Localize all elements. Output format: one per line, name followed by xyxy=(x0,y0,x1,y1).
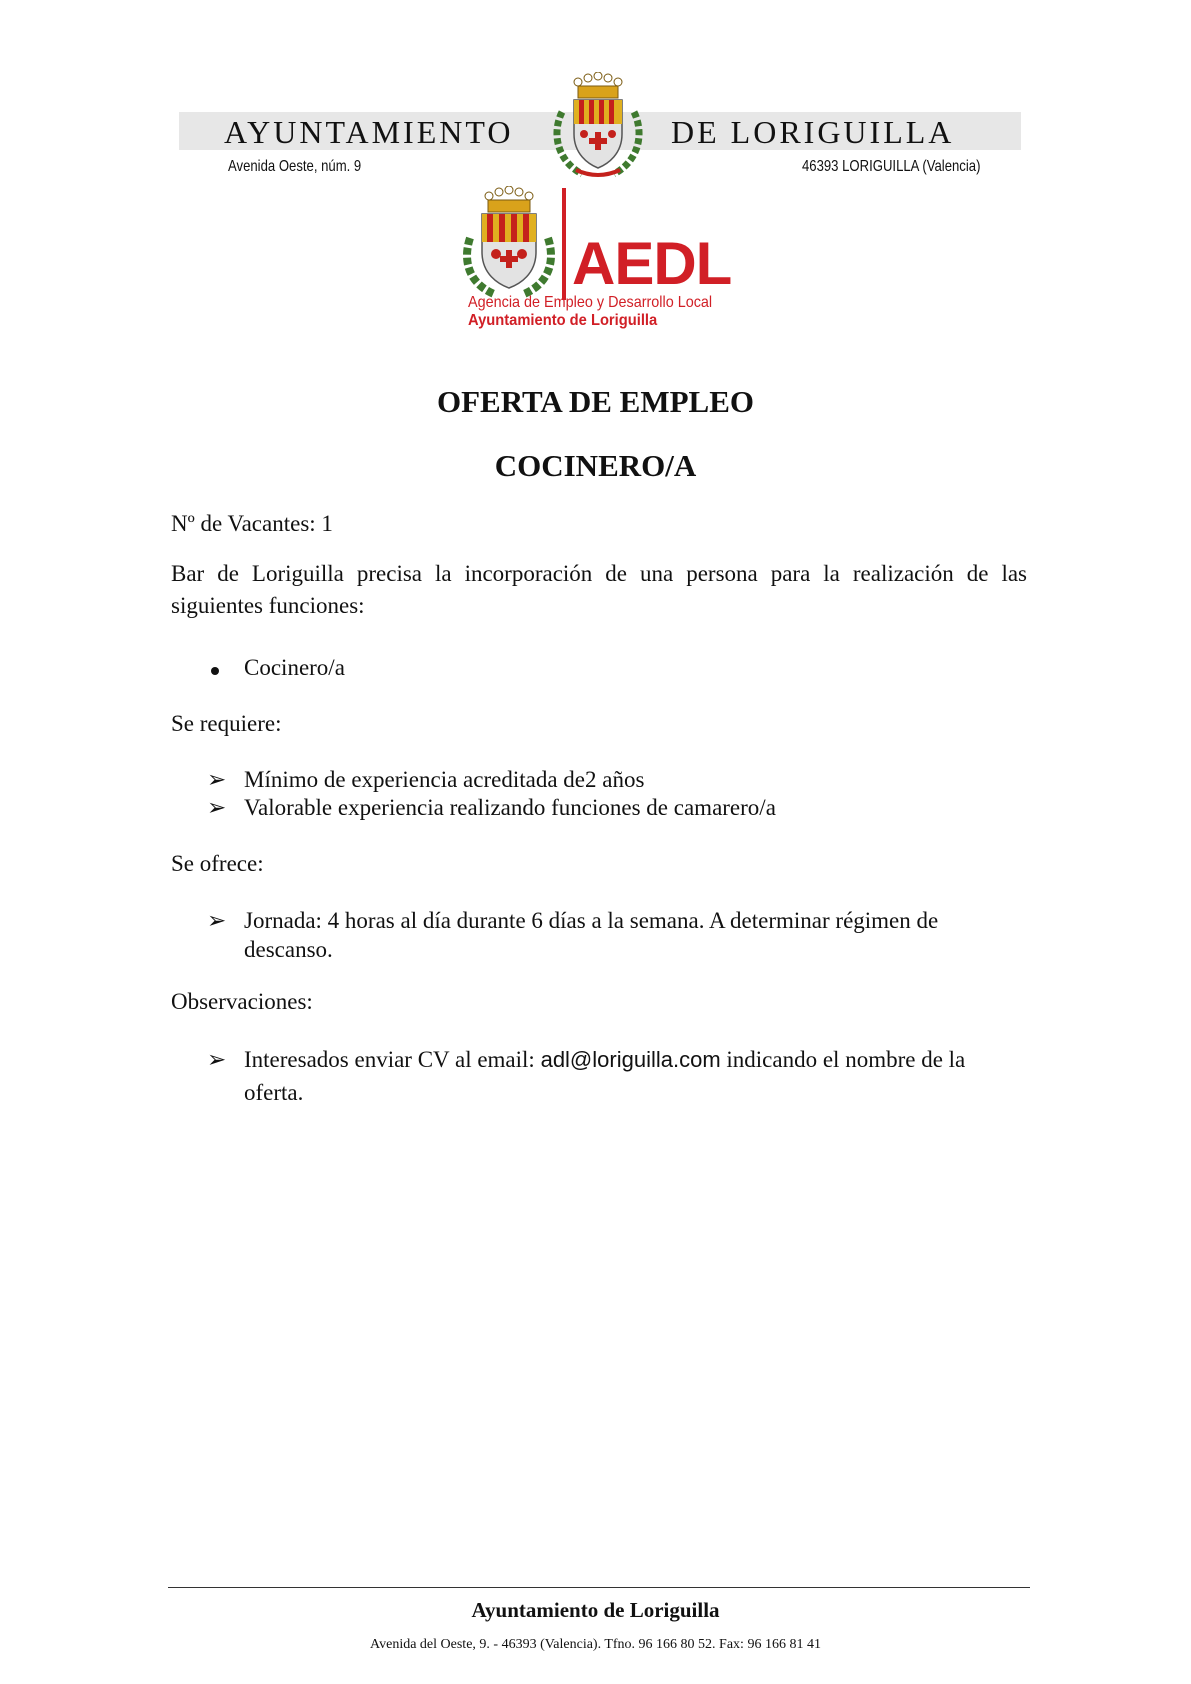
job-title: COCINERO/A xyxy=(494,448,697,483)
arrow-bullet-icon: ➢ xyxy=(207,908,227,933)
header-address-left: Avenida Oeste, núm. 9 xyxy=(228,158,362,175)
offers-heading: Se ofrece: xyxy=(171,851,264,876)
arrow-bullet-icon: ➢ xyxy=(207,767,227,792)
observation-text xyxy=(244,1043,1024,1109)
footer-rule xyxy=(168,1587,1030,1588)
town-crest-icon xyxy=(548,72,648,182)
requirement-label: Valorable experiencia realizando funciones de camarero/a xyxy=(244,795,776,820)
vacancies-line: Nº de Vacantes: 1 xyxy=(171,511,333,536)
header-address-right: 46393 LORIGUILLA (Valencia) xyxy=(802,158,981,175)
offer-label: Jornada: 4 horas al día durante 6 días a la semana. A determinar régimen de descanso. xyxy=(244,908,939,962)
bullet-dot-icon xyxy=(207,653,237,682)
observation-before: Interesados enviar CV al email: xyxy=(244,1047,541,1072)
arrow-bullet-icon: ➢ xyxy=(207,795,227,820)
aedl-divider xyxy=(562,188,566,300)
aedl-tagline: Agencia de Empleo y Desarrollo Local xyxy=(468,294,713,311)
email-link[interactable]: adl@loriguilla.com xyxy=(540,1047,721,1072)
requirement-label: Mínimo de experiencia acreditada de2 años xyxy=(244,767,645,792)
observation-after: indicando el nombre de la oferta. xyxy=(244,1047,966,1105)
observations-heading: Observaciones: xyxy=(171,989,313,1014)
header-left-word: AYUNTAMIENTO xyxy=(224,114,514,150)
aedl-wordmark: AEDL xyxy=(572,230,732,297)
footer-title: Ayuntamiento de Loriguilla xyxy=(471,1598,720,1622)
footer-address: Avenida del Oeste, 9. - 46393 (Valencia). Tfno. 96 166 80 52. Fax: 96 166 81 41 xyxy=(370,1637,821,1652)
aedl-organization: Ayuntamiento de Loriguilla xyxy=(468,312,658,329)
arrow-bullet-icon: ➢ xyxy=(207,1047,227,1072)
intro-paragraph: Bar de Loriguilla precisa la incorporación de una persona para la realización de las siguientes funciones: xyxy=(171,561,1027,618)
requires-heading: Se requiere: xyxy=(171,711,282,736)
function-label: Cocinero/a xyxy=(244,655,345,680)
header-right-word: DE LORIGUILLA xyxy=(671,114,955,150)
document-title: OFERTA DE EMPLEO xyxy=(437,384,754,419)
